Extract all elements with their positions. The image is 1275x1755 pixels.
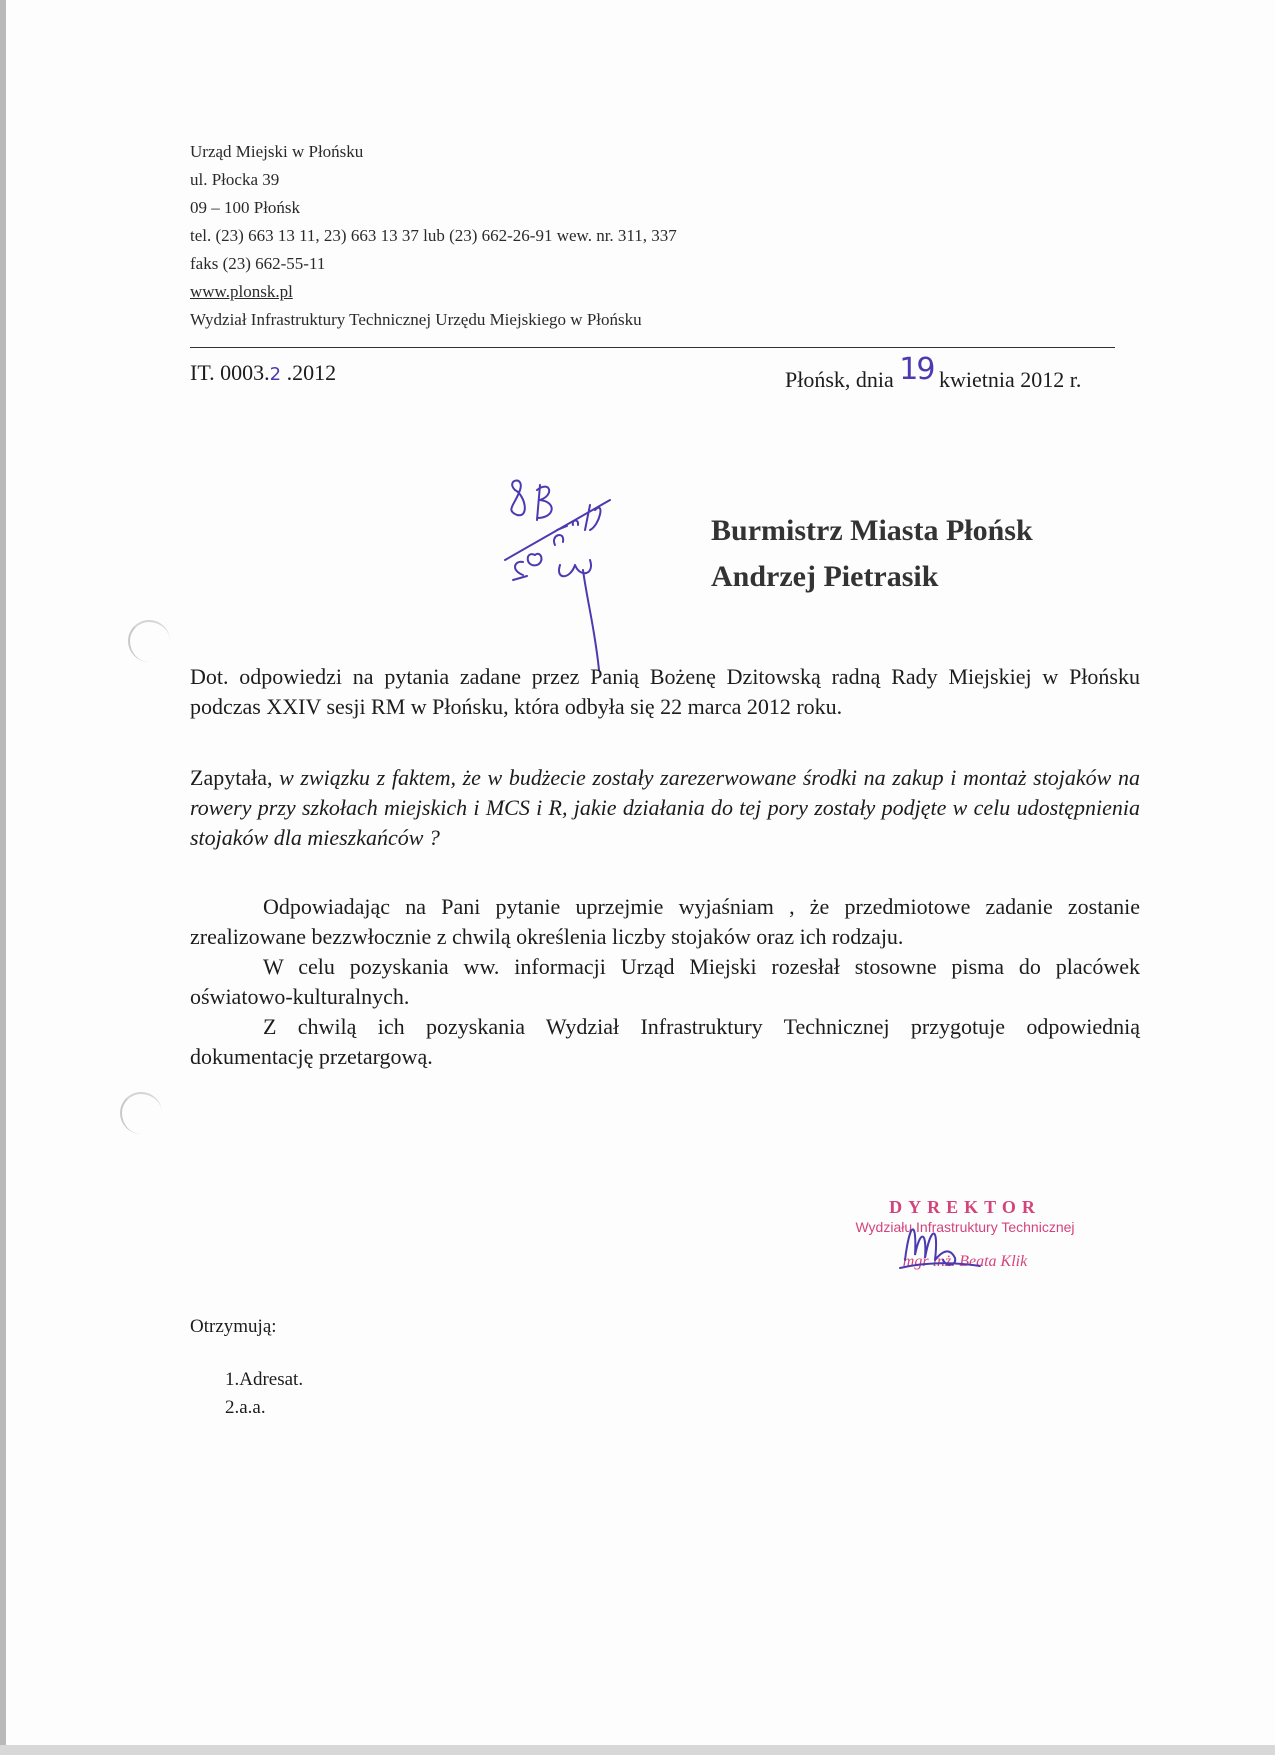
distribution-label: Otrzymują: bbox=[190, 1316, 277, 1337]
stamp-name: mgr inż. Beata Klik bbox=[902, 1253, 1028, 1270]
question-text: w związku z faktem, że w budżecie zostały zarezerwowane środki na zakup i montaż stojaków na rowery przy szkołach miejskich i MCS i R, jakie działania do tej pory zostały podjęte w celu udostępnienia stojaków dla mieszkańców ? bbox=[190, 765, 1140, 850]
handwritten-annotation bbox=[495, 470, 695, 680]
answer-paragraph-2: W celu pozyskania ww. informacji Urząd Miejski rozesłał stosowne pisma do placówek oświatowo-kulturalnych. bbox=[190, 954, 1140, 1009]
recipient-name: Andrzej Pietrasik bbox=[711, 560, 939, 593]
reference-handwritten: 2 bbox=[269, 364, 282, 385]
date-prefix: Płońsk, dnia bbox=[785, 367, 900, 392]
reference-suffix: .2012 bbox=[281, 360, 337, 385]
subject-paragraph: Dot. odpowiedzi na pytania zadane przez Panią Bożenę Dzitowską radną Rady Miejskiej w Płońsku podczas XXIV sesji RM w Płońsku, która odbyła się 22 marca 2012 roku. bbox=[190, 664, 1140, 719]
office-postal: 09 – 100 Płońsk bbox=[190, 198, 301, 217]
punch-hole bbox=[120, 1092, 162, 1134]
distribution-item: 1.Adresat. bbox=[225, 1369, 304, 1390]
office-website-link[interactable]: www.plonsk.pl bbox=[190, 282, 293, 301]
answer-section bbox=[190, 892, 1140, 1072]
date-handwritten-day: 19 bbox=[899, 352, 934, 387]
department-name: Wydział Infrastruktury Technicznej Urzędu Miejskiego w Płońsku bbox=[190, 310, 642, 329]
answer-paragraph-1: Odpowiadając na Pani pytanie uprzejmie wyjaśniam , że przedmiotowe zadanie zostanie zrealizowane bezzwłocznie z chwilą określenia liczby stojaków oraz ich rodzaju. bbox=[190, 894, 1140, 949]
office-street: ul. Płocka 39 bbox=[190, 170, 280, 189]
stamp-title: DYREKTOR bbox=[889, 1197, 1041, 1217]
punch-hole bbox=[128, 620, 170, 662]
recipient-block bbox=[711, 508, 1033, 600]
header-divider bbox=[190, 347, 1115, 348]
office-phone: tel. (23) 663 13 11, 23) 663 13 37 lub (23) 662-26-91 wew. nr. 311, 337 bbox=[190, 226, 677, 245]
stamp-department: Wydziału Infrastruktury Technicznej bbox=[855, 1219, 1075, 1235]
letterhead bbox=[190, 138, 677, 334]
signature bbox=[895, 1210, 985, 1280]
question-intro: Zapytała, bbox=[190, 765, 280, 790]
distribution-list bbox=[225, 1366, 303, 1422]
distribution-item: 2.a.a. bbox=[225, 1397, 266, 1418]
reference-number bbox=[190, 360, 336, 386]
office-fax: faks (23) 662-55-11 bbox=[190, 254, 326, 273]
office-name: Urząd Miejski w Płońsku bbox=[190, 142, 364, 161]
scan-edge-bottom bbox=[0, 1745, 1275, 1755]
letter-date bbox=[785, 352, 1082, 395]
date-suffix: kwietnia 2012 r. bbox=[933, 367, 1082, 392]
scan-edge bbox=[0, 0, 6, 1755]
recipient-title: Burmistrz Miasta Płońsk bbox=[711, 514, 1033, 547]
reference-prefix: IT. 0003. bbox=[190, 360, 270, 385]
answer-paragraph-3: Z chwilą ich pozyskania Wydział Infrastruktury Technicznej przygotuje odpowiednią dokumentację przetargową. bbox=[190, 1014, 1140, 1069]
question-paragraph bbox=[190, 763, 1140, 853]
